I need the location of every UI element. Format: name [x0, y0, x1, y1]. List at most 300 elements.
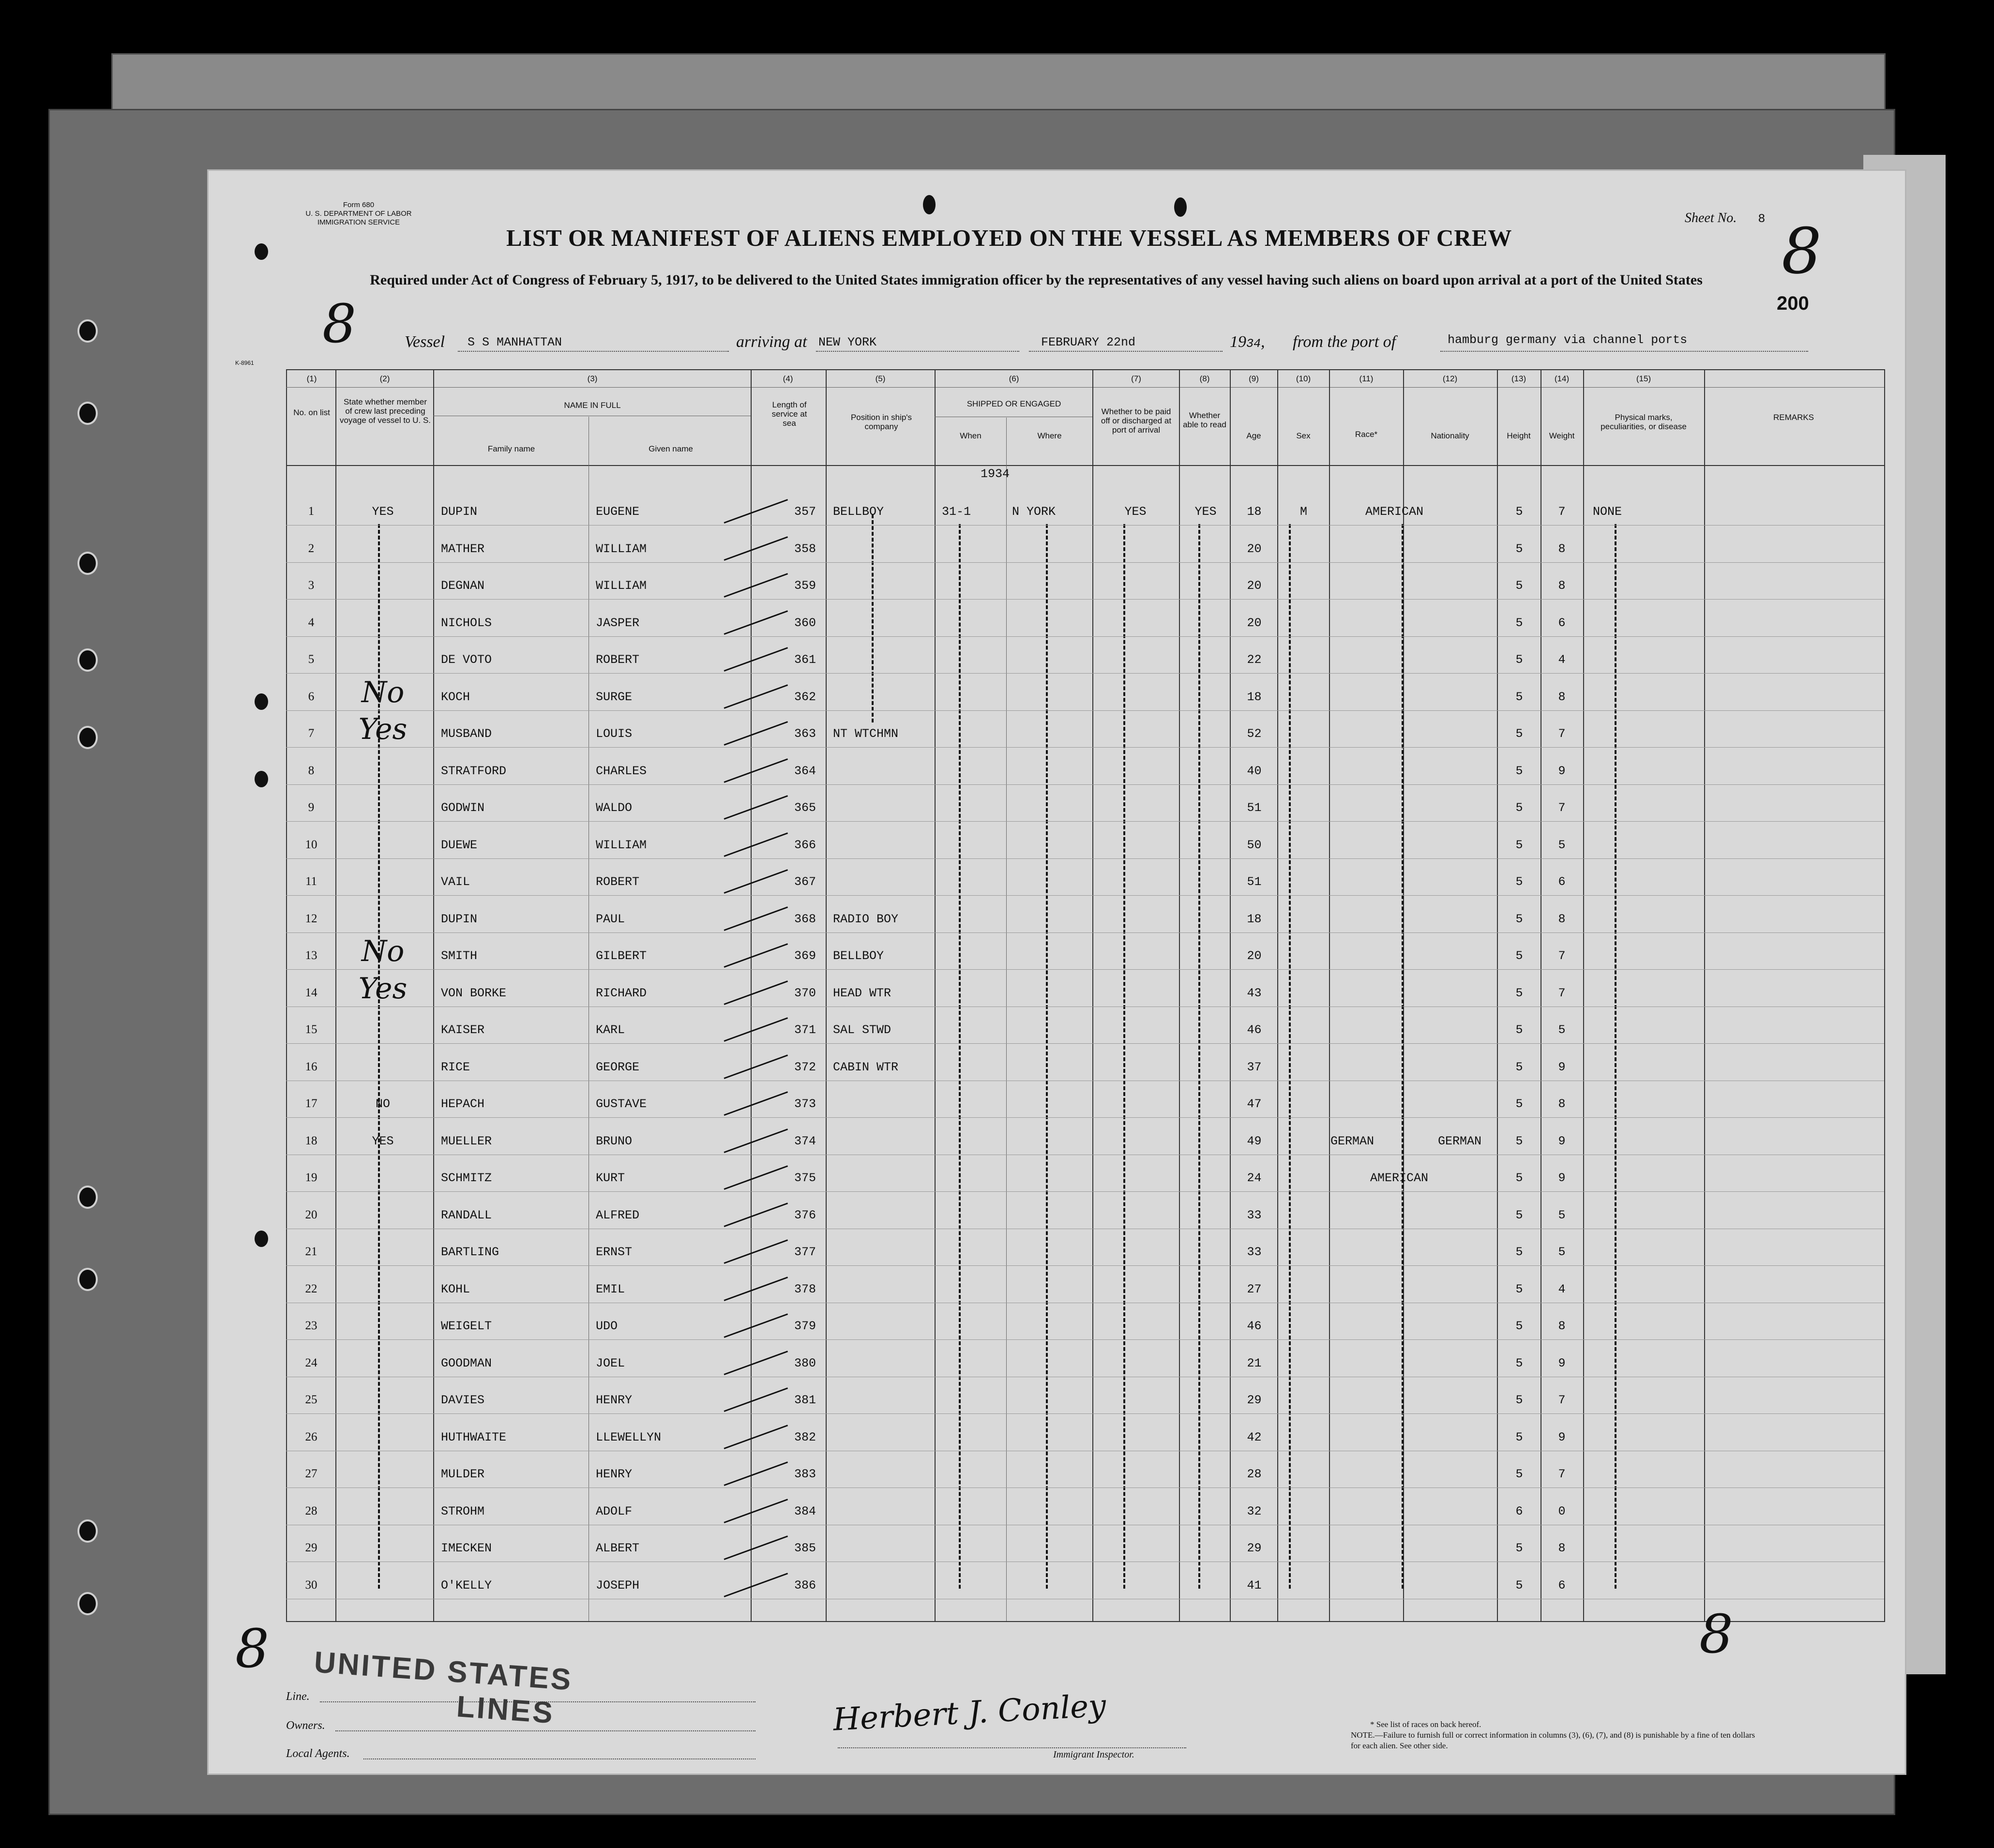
- crew-family-cell: VAIL: [441, 875, 470, 889]
- col7-label: Whether to be paid off or discharged at port of arrival: [1101, 407, 1172, 435]
- crew-given-cell: JOEL: [596, 1356, 625, 1370]
- col-divider: [1179, 369, 1180, 1621]
- crew-no-cell: 25: [305, 1393, 317, 1406]
- crew-ht2-cell: 7: [1558, 727, 1566, 741]
- col-divider: [1583, 369, 1584, 1621]
- form-code: K-8961: [235, 360, 254, 366]
- crew-age-cell: 20: [1247, 949, 1262, 963]
- crew-age-cell: 42: [1247, 1430, 1262, 1444]
- crew-given-cell: JASPER: [596, 616, 640, 630]
- crew-ht2-cell: 7: [1558, 1467, 1566, 1481]
- crew-service-cell: 368: [794, 912, 816, 926]
- crew-age-cell: 52: [1247, 727, 1262, 741]
- crew-no-cell: 20: [305, 1208, 317, 1221]
- col11-num: (11): [1359, 374, 1374, 383]
- sheet-hole: [255, 693, 268, 710]
- col4-num: (4): [783, 374, 793, 383]
- crew-ht2-cell: 8: [1558, 579, 1566, 593]
- crew-age-cell: 51: [1247, 875, 1262, 889]
- binder-hole: [77, 726, 98, 749]
- crew-no-cell: 13: [305, 949, 317, 962]
- arrival-year: 1934,: [1230, 333, 1265, 351]
- table-row-rule: [286, 1191, 1884, 1192]
- col11-label: Race*: [1355, 430, 1378, 439]
- crew-family-cell: DEGNAN: [441, 579, 485, 593]
- crew-age-cell: 33: [1247, 1208, 1262, 1222]
- col-divider: [826, 369, 827, 1621]
- crew-ht1-cell: 6: [1515, 1504, 1523, 1518]
- owners-label: Owners.: [286, 1719, 325, 1732]
- port-fill-line: [816, 351, 1019, 352]
- col16-label: REMARKS: [1773, 413, 1814, 422]
- crew-prev-cell: Yes: [358, 971, 408, 1006]
- crew-no-cell: 28: [305, 1504, 317, 1517]
- crew-ht1-cell: 5: [1515, 1060, 1523, 1074]
- crew-ht1-cell: 5: [1515, 1282, 1523, 1296]
- table-row-rule: [286, 858, 1884, 859]
- crew-no-cell: 2: [308, 541, 315, 555]
- crew-service-cell: 369: [794, 949, 816, 963]
- crew-family-cell: KAISER: [441, 1023, 485, 1037]
- table-row-rule: [286, 895, 1884, 896]
- crew-family-cell: BARTLING: [441, 1245, 499, 1259]
- sheet-number-block: [1685, 210, 1765, 226]
- crew-service-cell: 363: [794, 727, 816, 741]
- crew-no-cell: 8: [308, 764, 315, 777]
- sheet-hole: [255, 243, 268, 260]
- crew-family-cell: O'KELLY: [441, 1578, 492, 1593]
- crew-age-cell: 29: [1247, 1541, 1262, 1555]
- crew-family-cell: GODWIN: [441, 801, 485, 815]
- crew-ht2-cell: 5: [1558, 1023, 1566, 1037]
- crew-marks-cell: NONE: [1593, 505, 1622, 519]
- crew-family-cell: DE VOTO: [441, 653, 492, 667]
- crew-ht2-cell: 8: [1558, 912, 1566, 926]
- manifest-title: LIST OR MANIFEST OF ALIENS EMPLOYED ON THE VESSEL AS MEMBERS OF CREW: [506, 225, 1512, 251]
- crew-service-cell: 358: [794, 541, 816, 556]
- crew-given-cell: ALBERT: [596, 1541, 640, 1555]
- crew-no-cell: 12: [305, 912, 317, 925]
- signature-fill-line: [838, 1747, 1186, 1748]
- footer-hand-mark-left: 8: [235, 1618, 269, 1680]
- table-row-rule: [286, 636, 1884, 637]
- crew-race-cell: GERMAN: [1330, 1134, 1375, 1148]
- crew-given-cell: LOUIS: [596, 727, 633, 741]
- table-row-rule: [286, 1043, 1884, 1044]
- table-row-rule: [286, 1413, 1884, 1414]
- crew-ht1-cell: 5: [1515, 1578, 1523, 1593]
- crew-ht2-cell: 9: [1558, 1060, 1566, 1074]
- crew-ht2-cell: 5: [1558, 1208, 1566, 1222]
- crew-family-cell: GOODMAN: [441, 1356, 492, 1370]
- crew-no-cell: 9: [308, 801, 315, 814]
- crew-given-cell: BRUNO: [596, 1134, 633, 1148]
- crew-service-cell: 371: [794, 1023, 816, 1037]
- crew-age-cell: 49: [1247, 1134, 1262, 1148]
- manifest-subtitle: Required under Act of Congress of February 5, 1917, to be delivered to the United States immigration officer by the representatives of any vessel having such aliens on board upon arrival at a port of the United States: [370, 272, 1703, 288]
- table-row-rule: [286, 969, 1884, 970]
- crew-ht1-cell: 5: [1515, 690, 1523, 704]
- crew-age-cell: 20: [1247, 616, 1262, 630]
- crew-age-cell: 18: [1247, 505, 1262, 519]
- crew-ht2-cell: 7: [1558, 505, 1566, 519]
- crew-ht1-cell: 5: [1515, 1208, 1523, 1222]
- agents-label: Local Agents.: [286, 1747, 350, 1760]
- crew-ht2-cell: 8: [1558, 690, 1566, 704]
- sheet-label: Sheet No.: [1685, 210, 1737, 225]
- crew-ht1-cell: 5: [1515, 949, 1523, 963]
- crew-service-cell: 361: [794, 653, 816, 667]
- crew-ht1-cell: 5: [1515, 579, 1523, 593]
- crew-no-cell: 1: [308, 505, 315, 518]
- crew-position-cell: BELLBOY: [833, 505, 884, 519]
- crew-ht2-cell: 7: [1558, 986, 1566, 1000]
- crew-no-cell: 3: [308, 579, 315, 592]
- from-port-fill-line: [1440, 351, 1808, 352]
- crew-no-cell: 30: [305, 1578, 317, 1592]
- crew-no-cell: 24: [305, 1356, 317, 1369]
- binder-hole: [77, 319, 98, 343]
- crew-ht1-cell: 5: [1515, 541, 1523, 556]
- crew-ht1-cell: 5: [1515, 986, 1523, 1000]
- col-divider: [1497, 369, 1498, 1621]
- crew-given-cell: ADOLF: [596, 1504, 633, 1518]
- crew-ht2-cell: 9: [1558, 1134, 1566, 1148]
- crew-ht2-cell: 8: [1558, 1541, 1566, 1555]
- crew-ht1-cell: 5: [1515, 838, 1523, 852]
- arrival-date: FEBRUARY 22nd: [1041, 335, 1136, 349]
- crew-service-cell: 386: [794, 1578, 816, 1593]
- crew-service-cell: 359: [794, 579, 816, 593]
- crew-given-cell: WILLIAM: [596, 838, 647, 852]
- ditto-mark: [1123, 524, 1125, 1589]
- crew-family-cell: MATHER: [441, 541, 485, 556]
- crew-read-cell: YES: [1194, 505, 1217, 519]
- inspector-signature: Herbert J. Conley: [832, 1688, 1107, 1738]
- crew-race-cell: AMERICAN: [1370, 1171, 1429, 1185]
- col13-label: Height: [1507, 431, 1531, 440]
- col3-family: Family name: [487, 444, 535, 453]
- col6-when: When: [960, 431, 982, 440]
- crew-service-cell: 374: [794, 1134, 816, 1148]
- col-divider: [1704, 369, 1705, 1621]
- binder-hole: [77, 1519, 98, 1543]
- crew-family-cell: RANDALL: [441, 1208, 492, 1222]
- binder-hole: [77, 648, 98, 672]
- ditto-mark: [1289, 524, 1291, 1589]
- crew-ht2-cell: 4: [1558, 1282, 1566, 1296]
- crew-service-cell: 366: [794, 838, 816, 852]
- crew-family-cell: MUELLER: [441, 1134, 492, 1148]
- crew-no-cell: 6: [308, 690, 315, 703]
- table-row-rule: [286, 932, 1884, 933]
- crew-service-cell: 385: [794, 1541, 816, 1555]
- crew-ht2-cell: 4: [1558, 653, 1566, 667]
- crew-service-cell: 382: [794, 1430, 816, 1444]
- crew-age-cell: 29: [1247, 1393, 1262, 1407]
- crew-no-cell: 10: [305, 838, 317, 851]
- col7-num: (7): [1131, 374, 1141, 383]
- crew-service-cell: 360: [794, 616, 816, 630]
- crew-no-cell: 21: [305, 1245, 317, 1258]
- crew-family-cell: DAVIES: [441, 1393, 485, 1407]
- crew-service-cell: 365: [794, 801, 816, 815]
- sheet-hole: [923, 195, 936, 214]
- crew-family-cell: STRATFORD: [441, 764, 507, 778]
- year-prefix: 19: [1230, 333, 1246, 351]
- crew-ht1-cell: 5: [1515, 1134, 1523, 1148]
- crew-family-cell: WEIGELT: [441, 1319, 492, 1333]
- crew-family-cell: IMECKEN: [441, 1541, 492, 1555]
- crew-service-cell: 378: [794, 1282, 816, 1296]
- table-row-rule: [286, 710, 1884, 711]
- crew-no-cell: 29: [305, 1541, 317, 1554]
- footnotes: * See list of races on back hereof. NOTE.—Failure to furnish full or correct information in columns (3), (6), (7), and (8) is punishable by a fine of ten dollars for each alien. See other side.: [1351, 1720, 1755, 1750]
- col14-label: Weight: [1549, 431, 1575, 440]
- table-row-rule: [286, 1487, 1884, 1488]
- crew-service-cell: 381: [794, 1393, 816, 1407]
- crew-no-cell: 19: [305, 1171, 317, 1184]
- crew-given-cell: KARL: [596, 1023, 625, 1037]
- crew-ht1-cell: 5: [1515, 1356, 1523, 1370]
- col-divider: [1006, 418, 1007, 1621]
- crew-given-cell: JOSEPH: [596, 1578, 640, 1593]
- crew-ht1-cell: 5: [1515, 1541, 1523, 1555]
- crew-ht2-cell: 9: [1558, 1430, 1566, 1444]
- binder-hole: [77, 402, 98, 425]
- crew-service-cell: 379: [794, 1319, 816, 1333]
- voyage-hand-mark: 8: [322, 293, 356, 355]
- crew-ht1-cell: 5: [1515, 1393, 1523, 1407]
- col5-label: Position in ship's company: [850, 413, 912, 431]
- table-row-rule: [286, 1265, 1884, 1266]
- crew-position-cell: CABIN WTR: [833, 1060, 899, 1074]
- col-divider: [1230, 369, 1231, 1621]
- crew-given-cell: GUSTAVE: [596, 1097, 647, 1111]
- form-header-block: [281, 201, 436, 227]
- crew-family-cell: NICHOLS: [441, 616, 492, 630]
- table-row-rule: [286, 562, 1884, 563]
- col3-given: Given name: [649, 444, 693, 453]
- crew-given-cell: EMIL: [596, 1282, 625, 1296]
- crew-ht2-cell: 8: [1558, 1097, 1566, 1111]
- crew-age-cell: 22: [1247, 653, 1262, 667]
- crew-service-cell: 362: [794, 690, 816, 704]
- crew-age-cell: 18: [1247, 690, 1262, 704]
- vessel-name: S S MANHATTAN: [468, 335, 562, 349]
- crew-ht2-cell: 5: [1558, 838, 1566, 852]
- crew-given-cell: ROBERT: [596, 653, 640, 667]
- sheet-hand-number: 8: [1782, 214, 1822, 288]
- form-number: Form 680: [343, 201, 375, 209]
- manifest-sheet: [207, 169, 1906, 1775]
- crew-ht1-cell: 5: [1515, 1245, 1523, 1259]
- crew-age-cell: 24: [1247, 1171, 1262, 1185]
- crew-no-cell: 26: [305, 1430, 317, 1443]
- binder-hole: [77, 1186, 98, 1209]
- crew-age-cell: 43: [1247, 986, 1262, 1000]
- col1-num: (1): [306, 374, 317, 383]
- crew-when-cell: 31-1: [942, 505, 971, 519]
- binder-hole: [77, 1268, 98, 1291]
- crew-family-cell: DUPIN: [441, 912, 478, 926]
- binder-hole: [77, 1592, 98, 1615]
- owners-fill-line: [335, 1730, 755, 1731]
- col10-num: (10): [1296, 374, 1311, 383]
- crew-no-cell: 4: [308, 616, 315, 629]
- crew-ht1-cell: 5: [1515, 1319, 1523, 1333]
- table-header-divider: [286, 465, 1884, 466]
- col-divider: [1329, 369, 1330, 1621]
- crew-ht1-cell: 5: [1515, 801, 1523, 815]
- crew-service-cell: 357: [794, 505, 816, 519]
- crew-ht2-cell: 5: [1558, 1245, 1566, 1259]
- crew-given-cell: RICHARD: [596, 986, 647, 1000]
- col-divider: [935, 369, 936, 1621]
- crew-no-cell: 11: [305, 875, 317, 888]
- crew-family-cell: KOHL: [441, 1282, 470, 1296]
- column-number-divider: [286, 387, 1884, 388]
- crew-ht2-cell: 6: [1558, 1578, 1566, 1593]
- crew-service-cell: 375: [794, 1171, 816, 1185]
- table-row-rule: [286, 525, 1884, 526]
- col8-num: (8): [1199, 374, 1210, 383]
- company-stamp: UNITED STATES LINES: [313, 1645, 574, 1730]
- crew-no-cell: 17: [305, 1097, 317, 1110]
- crew-given-cell: ROBERT: [596, 875, 640, 889]
- ditto-mark: [872, 514, 874, 722]
- crew-paid-cell: YES: [1124, 505, 1147, 519]
- crew-family-cell: MULDER: [441, 1467, 485, 1481]
- crew-ht2-cell: 6: [1558, 616, 1566, 630]
- col10-label: Sex: [1296, 431, 1311, 440]
- crew-no-cell: 5: [308, 653, 315, 666]
- crew-ht2-cell: 7: [1558, 949, 1566, 963]
- ditto-mark: [1198, 524, 1200, 1589]
- crew-where-cell: N YORK: [1012, 505, 1056, 519]
- crew-age-cell: 41: [1247, 1578, 1262, 1593]
- crew-given-cell: SURGE: [596, 690, 633, 704]
- crew-age-cell: 21: [1247, 1356, 1262, 1370]
- crew-family-cell: SMITH: [441, 949, 478, 963]
- col13-num: (13): [1511, 374, 1526, 383]
- col9-num: (9): [1249, 374, 1259, 383]
- footer-hand-mark-right: 8: [1699, 1603, 1733, 1665]
- crew-no-cell: 14: [305, 986, 317, 999]
- col3-label: NAME IN FULL: [564, 401, 621, 410]
- crew-ht1-cell: 5: [1515, 1023, 1523, 1037]
- col6-num: (6): [1009, 374, 1019, 383]
- table-row-rule: [286, 821, 1884, 822]
- crew-position-cell: BELLBOY: [833, 949, 884, 963]
- vessel-label: Vessel: [405, 333, 445, 351]
- crew-family-cell: RICE: [441, 1060, 470, 1074]
- col4-label: Length of service at sea: [771, 400, 807, 428]
- crew-given-cell: EUGENE: [596, 505, 640, 519]
- table-row-rule: [286, 1339, 1884, 1340]
- crew-age-cell: 37: [1247, 1060, 1262, 1074]
- crew-position-cell: RADIO BOY: [833, 912, 899, 926]
- crew-age-cell: 33: [1247, 1245, 1262, 1259]
- sheet-hole: [255, 1231, 268, 1247]
- crew-ht1-cell: 5: [1515, 912, 1523, 926]
- ditto-mark: [1615, 524, 1616, 1589]
- crew-service-cell: 364: [794, 764, 816, 778]
- crew-ht2-cell: 9: [1558, 764, 1566, 778]
- page-stamp: 200: [1777, 293, 1809, 314]
- crew-ht2-cell: 0: [1558, 1504, 1566, 1518]
- crew-given-cell: ALFRED: [596, 1208, 640, 1222]
- crew-family-cell: DUEWE: [441, 838, 478, 852]
- crew-prev-cell: YES: [372, 505, 394, 519]
- crew-age-cell: 18: [1247, 912, 1262, 926]
- crew-ht1-cell: 5: [1515, 727, 1523, 741]
- agents-fill-line: [363, 1758, 755, 1759]
- inspector-label: Immigrant Inspector.: [1053, 1749, 1134, 1760]
- crew-given-cell: UDO: [596, 1319, 618, 1333]
- crew-prev-cell: NO: [375, 1097, 390, 1111]
- date-fill-line: [1029, 351, 1223, 352]
- crew-age-cell: 28: [1247, 1467, 1262, 1481]
- crew-ht1-cell: 5: [1515, 505, 1523, 519]
- col5-num: (5): [875, 374, 886, 383]
- crew-given-cell: HENRY: [596, 1467, 633, 1481]
- departure-port: hamburg germany via channel ports: [1448, 333, 1688, 347]
- col1-label: No. on list: [293, 408, 330, 417]
- department-name: U. S. DEPARTMENT OF LABOR: [305, 210, 412, 218]
- crew-family-cell: SCHMITZ: [441, 1171, 492, 1185]
- crew-position-cell: NT WTCHMN: [833, 727, 899, 741]
- table-row-rule: [286, 784, 1884, 785]
- sheet-hole: [1174, 197, 1187, 217]
- col15-num: (15): [1636, 374, 1651, 383]
- crew-age-cell: 40: [1247, 764, 1262, 778]
- crew-ht2-cell: 8: [1558, 541, 1566, 556]
- crew-ht1-cell: 5: [1515, 1097, 1523, 1111]
- crew-family-cell: VON BORKE: [441, 986, 507, 1000]
- service-name: IMMIGRATION SERVICE: [317, 218, 400, 226]
- crew-age-cell: 47: [1247, 1097, 1262, 1111]
- table-row-rule: [286, 1117, 1884, 1118]
- col8-label: Whether able to read: [1183, 411, 1226, 429]
- crew-age-cell: 32: [1247, 1504, 1262, 1518]
- crew-given-cell: HENRY: [596, 1393, 633, 1407]
- crew-age-cell: 20: [1247, 541, 1262, 556]
- crew-ht1-cell: 5: [1515, 616, 1523, 630]
- crew-service-cell: 377: [794, 1245, 816, 1259]
- crew-ht2-cell: 7: [1558, 801, 1566, 815]
- crew-service-cell: 384: [794, 1504, 816, 1518]
- ditto-mark: [1402, 524, 1404, 1589]
- crew-given-cell: GEORGE: [596, 1060, 640, 1074]
- binder-hole: [77, 552, 98, 575]
- from-port-label: from the port of: [1293, 333, 1396, 351]
- crew-given-cell: WALDO: [596, 801, 633, 815]
- crew-position-cell: HEAD WTR: [833, 986, 891, 1000]
- crew-given-cell: GILBERT: [596, 949, 647, 963]
- col12-num: (12): [1442, 374, 1458, 383]
- crew-family-cell: HEPACH: [441, 1097, 485, 1111]
- crew-race-cell: AMERICAN: [1365, 505, 1424, 519]
- col15-label: Physical marks, peculiarities, or disease: [1601, 413, 1687, 431]
- crew-no-cell: 16: [305, 1060, 317, 1073]
- col12-label: Nationality: [1431, 431, 1469, 440]
- crew-age-cell: 27: [1247, 1282, 1262, 1296]
- crew-service-cell: 370: [794, 986, 816, 1000]
- arrival-port: NEW YORK: [818, 335, 877, 349]
- col-divider: [1092, 369, 1093, 1621]
- crew-service-cell: 380: [794, 1356, 816, 1370]
